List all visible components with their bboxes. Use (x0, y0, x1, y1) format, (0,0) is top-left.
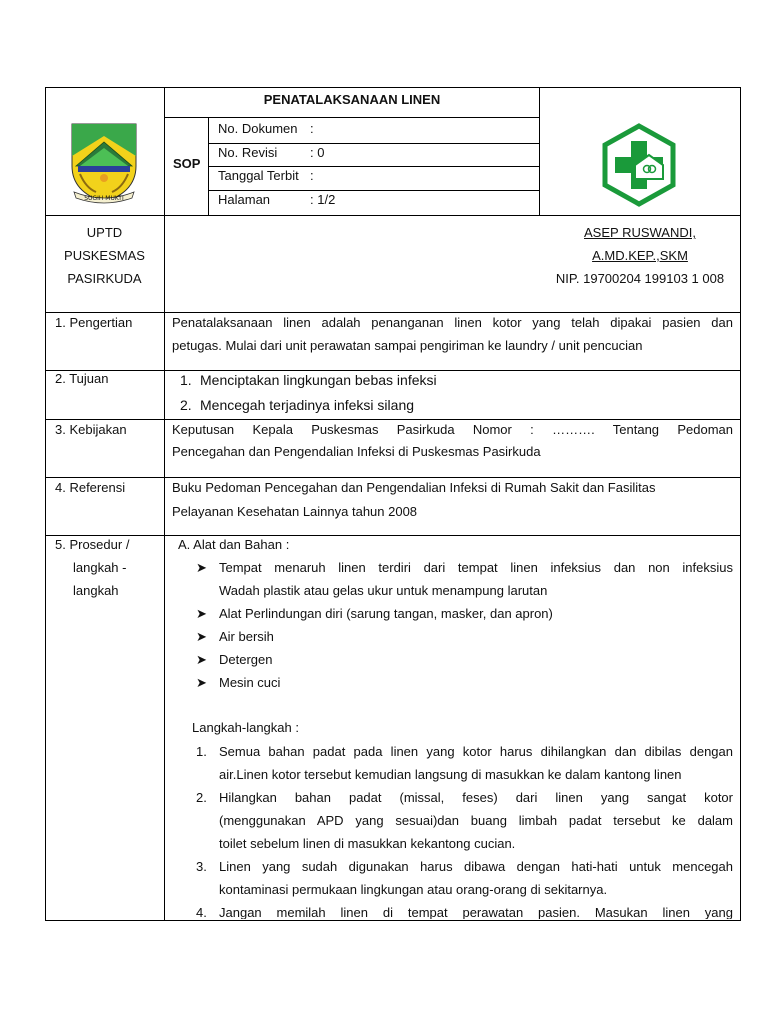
pengertian-bottom (45, 370, 741, 371)
header-bottom (45, 215, 741, 216)
bullet-mesin: Mesin cuci (219, 675, 281, 690)
section-label-prosedur: 5. Prosedur / (55, 537, 130, 552)
meta-line-2 (208, 166, 540, 167)
border-left (45, 87, 46, 921)
border-bottom (45, 920, 741, 921)
pengertian-line-1: Penatalaksanaan linen adalah penanganan linen kotor yang telah dipakai pasien dan (172, 315, 733, 330)
shield-emblem-icon (66, 122, 142, 206)
meta-value-revisi: : 0 (310, 145, 325, 160)
arrow-bullet-icon: ➤ (196, 675, 207, 690)
bullet-1a: Tempat menaruh linen terdiri dari tempat linen infeksius dan non infeksius (219, 560, 733, 575)
meta-value-halaman: : 1/2 (310, 192, 336, 207)
section-label-prosedur-2: langkah - (73, 560, 127, 575)
step-2-line-1: Hilangkan bahan padat (missal, feses) dari linen yang sangat kotor (219, 790, 733, 805)
svg-text:SUGIH MUKTI: SUGIH MUKTI (84, 195, 124, 202)
section-label-prosedur-3: langkah (73, 583, 119, 598)
step-num-4: 4. (196, 905, 207, 920)
step-3-line-2: kontaminasi permukaan lingkungan atau orang-orang di sekitarnya. (219, 882, 608, 897)
meta-line-3 (208, 190, 540, 191)
meta-label-tanggal: Tanggal Terbit (218, 168, 299, 183)
org-line-3: PASIRKUDA (67, 271, 142, 286)
section-label-kebijakan: 3. Kebijakan (55, 422, 127, 437)
arrow-bullet-icon: ➤ (196, 629, 207, 644)
org-line-2: PUSKESMAS (64, 248, 145, 263)
border-right (740, 87, 741, 921)
tujuan-num-1: 1. (180, 372, 192, 388)
referensi-line-1: Buku Pedoman Pencegahan dan Pengendalian Infeksi di Rumah Sakit dan Fasilitas (172, 480, 656, 495)
bullet-air: Air bersih (219, 629, 274, 644)
tujuan-text-1: Menciptakan lingkungan bebas infeksi (200, 372, 437, 388)
bullet-detergen: Detergen (219, 652, 273, 667)
meta-value-dokumen: : (310, 121, 314, 136)
meta-line-1 (208, 143, 540, 144)
step-num-1: 1. (196, 744, 207, 759)
step-2-line-2: (menggunakan APD yang sesuai)dan buang limbah padat tersebut ke dalam (219, 813, 733, 828)
step-1-line-2: air.Linen kotor tersebut kemudian langsung di masukkan ke dalam kantong linen (219, 767, 682, 782)
signer-name: ASEP RUSWANDI, (584, 225, 696, 240)
step-2-line-3: toilet sebelum linen di masukkan kekantong cucian. (219, 836, 516, 851)
tujuan-num-2: 2. (180, 397, 192, 413)
subsection-alat-bahan: A. Alat dan Bahan : (178, 537, 290, 552)
bullet-apd: Alat Perlindungan diri (sarung tangan, masker, dan apron) (219, 606, 553, 621)
referensi-bottom (45, 535, 741, 536)
section-label-pengertian: 1. Pengertian (55, 315, 133, 330)
regency-logo (66, 122, 142, 206)
step-3-line-1: Linen yang sudah digunakan harus dibawa dengan hati-hati untuk mencegah (219, 859, 733, 874)
document-title: PENATALAKSANAAN LINEN (263, 92, 441, 107)
step-4-line-1: Jangan memilah linen di tempat perawatan pasien. Masukan linen yang (219, 905, 733, 919)
title-underline (164, 117, 540, 118)
bullet-1b: Wadah plastik atau gelas ukur untuk menampung larutan (219, 583, 548, 598)
meta-label-dokumen: No. Dokumen (218, 121, 298, 136)
arrow-bullet-icon: ➤ (196, 560, 207, 575)
section-label-referensi: 4. Referensi (55, 480, 126, 495)
pengertian-line-2: petugas. Mulai dari unit perawatan sampai pengiriman ke laundry / unit pencucian (172, 338, 643, 353)
sop-label: SOP (173, 156, 201, 171)
arrow-bullet-icon: ➤ (196, 652, 207, 667)
border-top (45, 87, 741, 88)
signer-title: A.MD.KEP.,SKM (592, 248, 688, 263)
section-label-tujuan: 2. Tujuan (55, 371, 109, 386)
step-num-2: 2. (196, 790, 207, 805)
meta-label-halaman: Halaman (218, 192, 271, 207)
tujuan-bottom (45, 419, 741, 420)
arrow-bullet-icon: ➤ (196, 606, 207, 621)
steps-heading: Langkah-langkah : (192, 720, 299, 735)
col-divider-1 (164, 87, 165, 921)
step-num-3: 3. (196, 859, 207, 874)
step-1-line-1: Semua bahan padat pada linen yang kotor harus dihilangkan dan dibilas dengan (219, 744, 733, 759)
signer-nip: NIP. 19700204 199103 1 008 (555, 271, 725, 286)
referensi-line-2: Pelayanan Kesehatan Lainnya tahun 2008 (172, 504, 418, 519)
org-line-1: UPTD (86, 225, 123, 240)
tujuan-text-2: Mencegah terjadinya infeksi silang (200, 397, 415, 413)
org-row-bottom (45, 312, 741, 313)
kebijakan-line-1: Keputusan Kepala Puskesmas Pasirkuda Nomor : ………. Tentang Pedoman (172, 422, 733, 437)
health-cross-icon (597, 123, 681, 207)
kebijakan-bottom (45, 477, 741, 478)
meta-value-tanggal: : (310, 168, 314, 183)
kebijakan-line-2: Pencegahan dan Pengendalian Infeksi di Puskesmas Pasirkuda (172, 444, 541, 459)
puskesmas-logo (597, 123, 681, 207)
meta-label-revisi: No. Revisi (218, 145, 278, 160)
